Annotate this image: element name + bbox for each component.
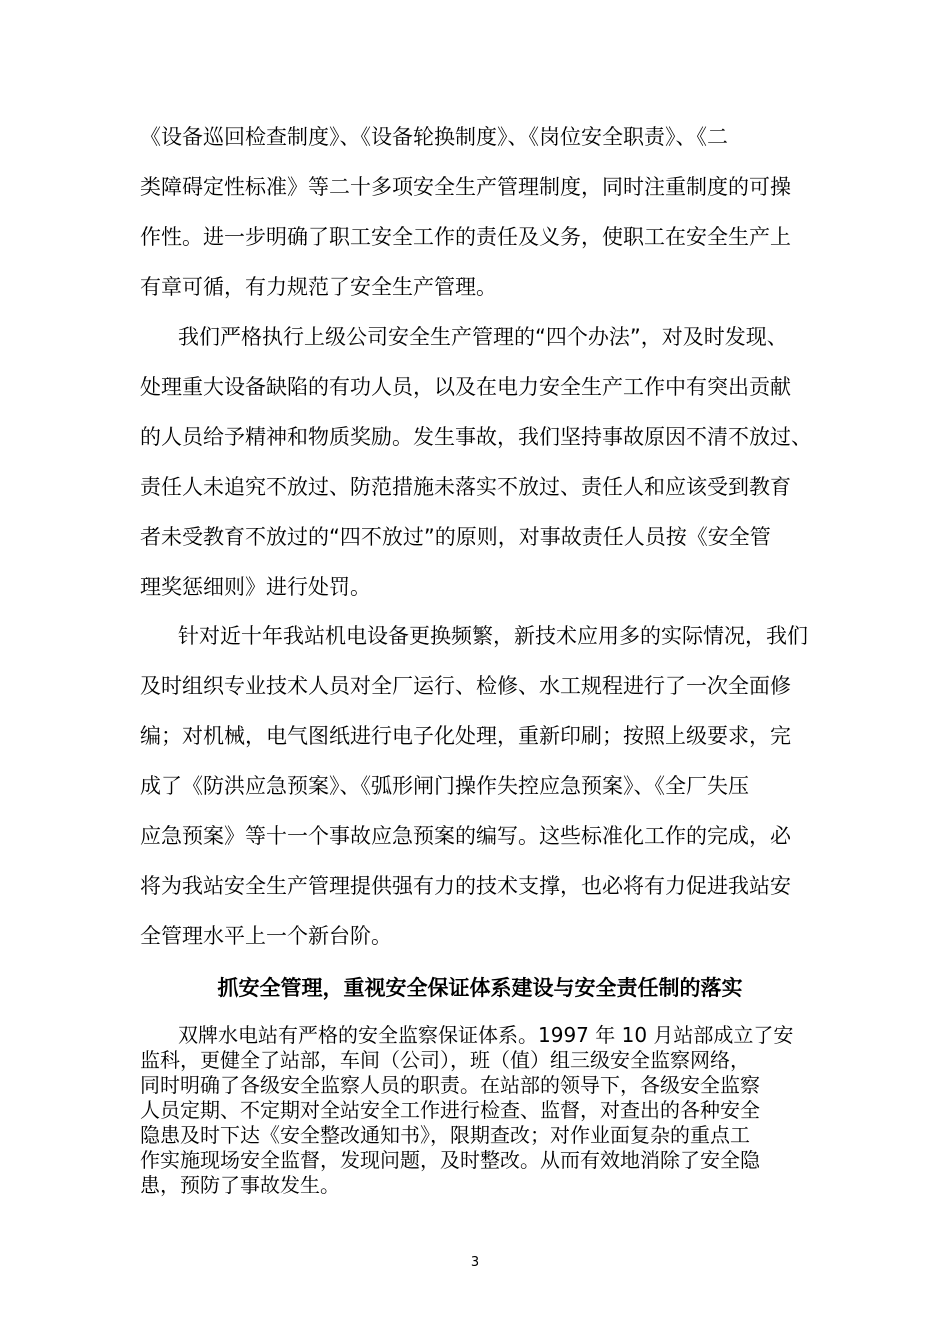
paragraph-4-line: 患，预防了事故发生。 xyxy=(140,1173,340,1197)
paragraph-4-line: 隐患及时下达《安全整改通知书》，限期查改；对作业面复杂的重点工 xyxy=(140,1123,750,1147)
paragraph-2-line: 我们严格执行上级公司安全生产管理的“四个办法”，对及时发现、 xyxy=(178,325,788,349)
paragraph-3-line: 将为我站安全生产管理提供强有力的技术支撑，也必将有力促进我站安 xyxy=(140,874,791,898)
paragraph-2-line: 处理重大设备缺陷的有功人员，以及在电力安全生产工作中有突出贡献 xyxy=(140,375,791,399)
page-number: 3 xyxy=(470,1255,480,1270)
paragraph-2-line: 者未受教育不放过的“四不放过”的原则，对事故责任人员按《安全管 xyxy=(140,525,771,549)
paragraph-2-line: 的人员给予精神和物质奖励。发生事故，我们坚持事故原因不清不放过、 xyxy=(140,425,812,449)
paragraph-1-line: 类障碍定性标准》等二十多项安全生产管理制度，同时注重制度的可操 xyxy=(140,175,791,199)
paragraph-3-line: 应急预案》等十一个事故应急预案的编写。这些标准化工作的完成，必 xyxy=(140,824,791,848)
paragraph-3-line: 全管理水平上一个新台阶。 xyxy=(140,924,392,948)
paragraph-4-line: 同时明确了各级安全监察人员的职责。在站部的领导下，各级安全监察 xyxy=(140,1073,760,1097)
section-heading: 抓安全管理，重视安全保证体系建设与安全责任制的落实 xyxy=(217,976,743,1000)
paragraph-2-line: 责任人未追究不放过、防范措施未落实不放过、责任人和应该受到教育 xyxy=(140,475,791,499)
paragraph-3-line: 成了《防洪应急预案》、《弧形闸门操作失控应急预案》、《全厂失压 xyxy=(140,774,749,798)
paragraph-1-line: 有章可循，有力规范了安全生产管理。 xyxy=(140,275,497,299)
paragraph-1-line: 作性。进一步明确了职工安全工作的责任及义务，使职工在安全生产上 xyxy=(140,225,791,249)
paragraph-4-line: 人员定期、不定期对全站安全工作进行检查、监督，对查出的各种安全 xyxy=(140,1098,760,1122)
paragraph-2-line: 理奖惩细则》进行处罚。 xyxy=(140,575,371,599)
paragraph-4-line: 作实施现场安全监督，发现问题，及时整改。从而有效地消除了安全隐 xyxy=(140,1148,760,1172)
paragraph-3-line: 及时组织专业技术人员对全厂运行、检修、水工规程进行了一次全面修 xyxy=(140,674,791,698)
paragraph-4-line: 监科，更健全了站部，车间（公司），班（值）组三级安全监察网络， xyxy=(140,1048,750,1072)
paragraph-3-line: 编；对机械，电气图纸进行电子化处理，重新印刷；按照上级要求，完 xyxy=(140,724,791,748)
paragraph-1-line: 《设备巡回检查制度》、《设备轮换制度》、《岗位安全职责》、《二 xyxy=(140,125,728,149)
paragraph-4-line: 双牌水电站有严格的安全监察保证体系。1997 年 10 月站部成立了安 xyxy=(178,1023,794,1047)
paragraph-3-line: 针对近十年我站机电设备更换频繁，新技术应用多的实际情况，我们 xyxy=(178,624,808,648)
